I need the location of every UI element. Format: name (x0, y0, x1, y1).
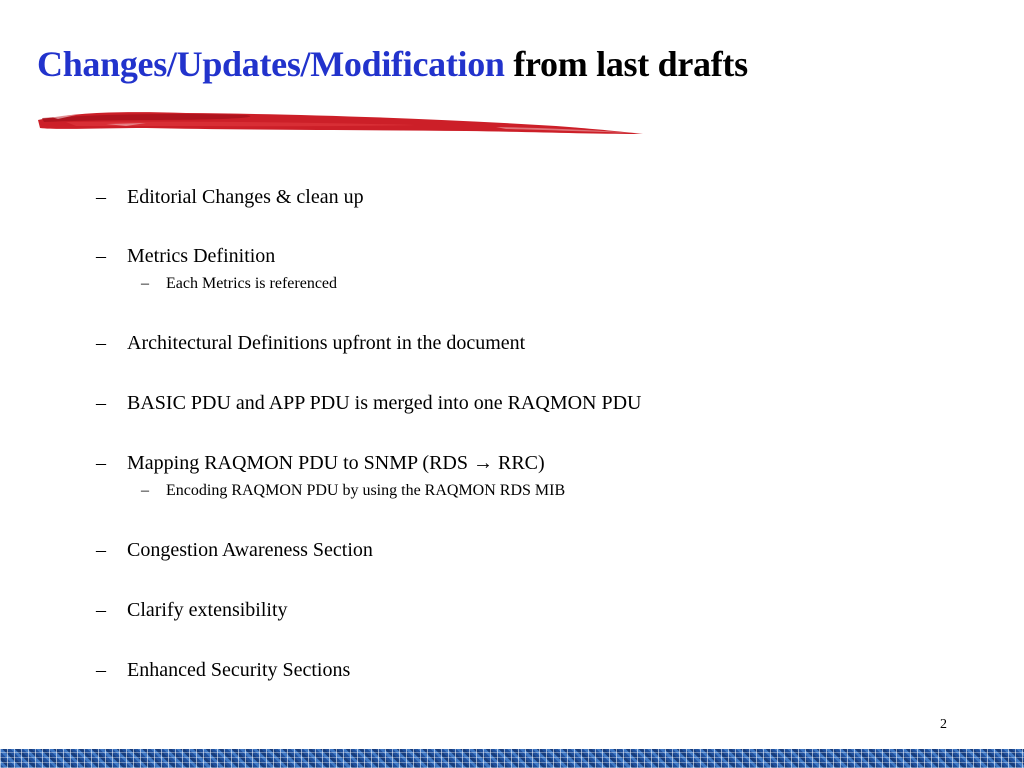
bullet-text: Mapping RAQMON PDU to SNMP (RDS → RRC) (127, 452, 545, 474)
bullet-dash: – (96, 452, 106, 474)
sub-bullet-dash: – (141, 482, 149, 499)
title-accent: Changes/Updates/Modification (37, 44, 505, 84)
bullet-dash: – (96, 599, 106, 621)
bullet-text: Enhanced Security Sections (127, 659, 351, 681)
sub-bullet-item (141, 274, 337, 294)
bullet-dash: – (96, 659, 106, 681)
bullet-item (96, 331, 525, 355)
bullet-dash: – (96, 392, 106, 414)
bullet-text: BASIC PDU and APP PDU is merged into one RAQMON PDU (127, 392, 642, 414)
bullet-item (96, 185, 364, 209)
bullet-item (96, 244, 275, 268)
bullet-item (96, 391, 642, 415)
bullet-item (96, 451, 545, 475)
title-rest: from last drafts (513, 44, 748, 84)
bullet-text: Editorial Changes & clean up (127, 186, 364, 208)
bullet-item (96, 598, 288, 622)
bullet-text: Clarify extensibility (127, 599, 288, 621)
bullet-item (96, 538, 373, 562)
bullet-dash: – (96, 332, 106, 354)
sub-bullet-item (141, 481, 565, 501)
bullet-text: Architectural Definitions upfront in the document (127, 332, 526, 354)
sub-bullet-text: Encoding RAQMON PDU by using the RAQMON RDS MIB (166, 482, 566, 499)
bullet-item (96, 658, 350, 682)
sub-bullet-text: Each Metrics is referenced (166, 275, 338, 292)
footer-pattern-band (0, 749, 1024, 768)
bullet-dash: – (96, 245, 106, 267)
bullet-text: Metrics Definition (127, 245, 276, 267)
bullet-dash: – (96, 539, 106, 561)
bullet-text: Congestion Awareness Section (127, 539, 373, 561)
sub-bullet-dash: – (141, 275, 149, 292)
page-number: 2 (940, 717, 947, 732)
bullet-dash: – (96, 186, 106, 208)
